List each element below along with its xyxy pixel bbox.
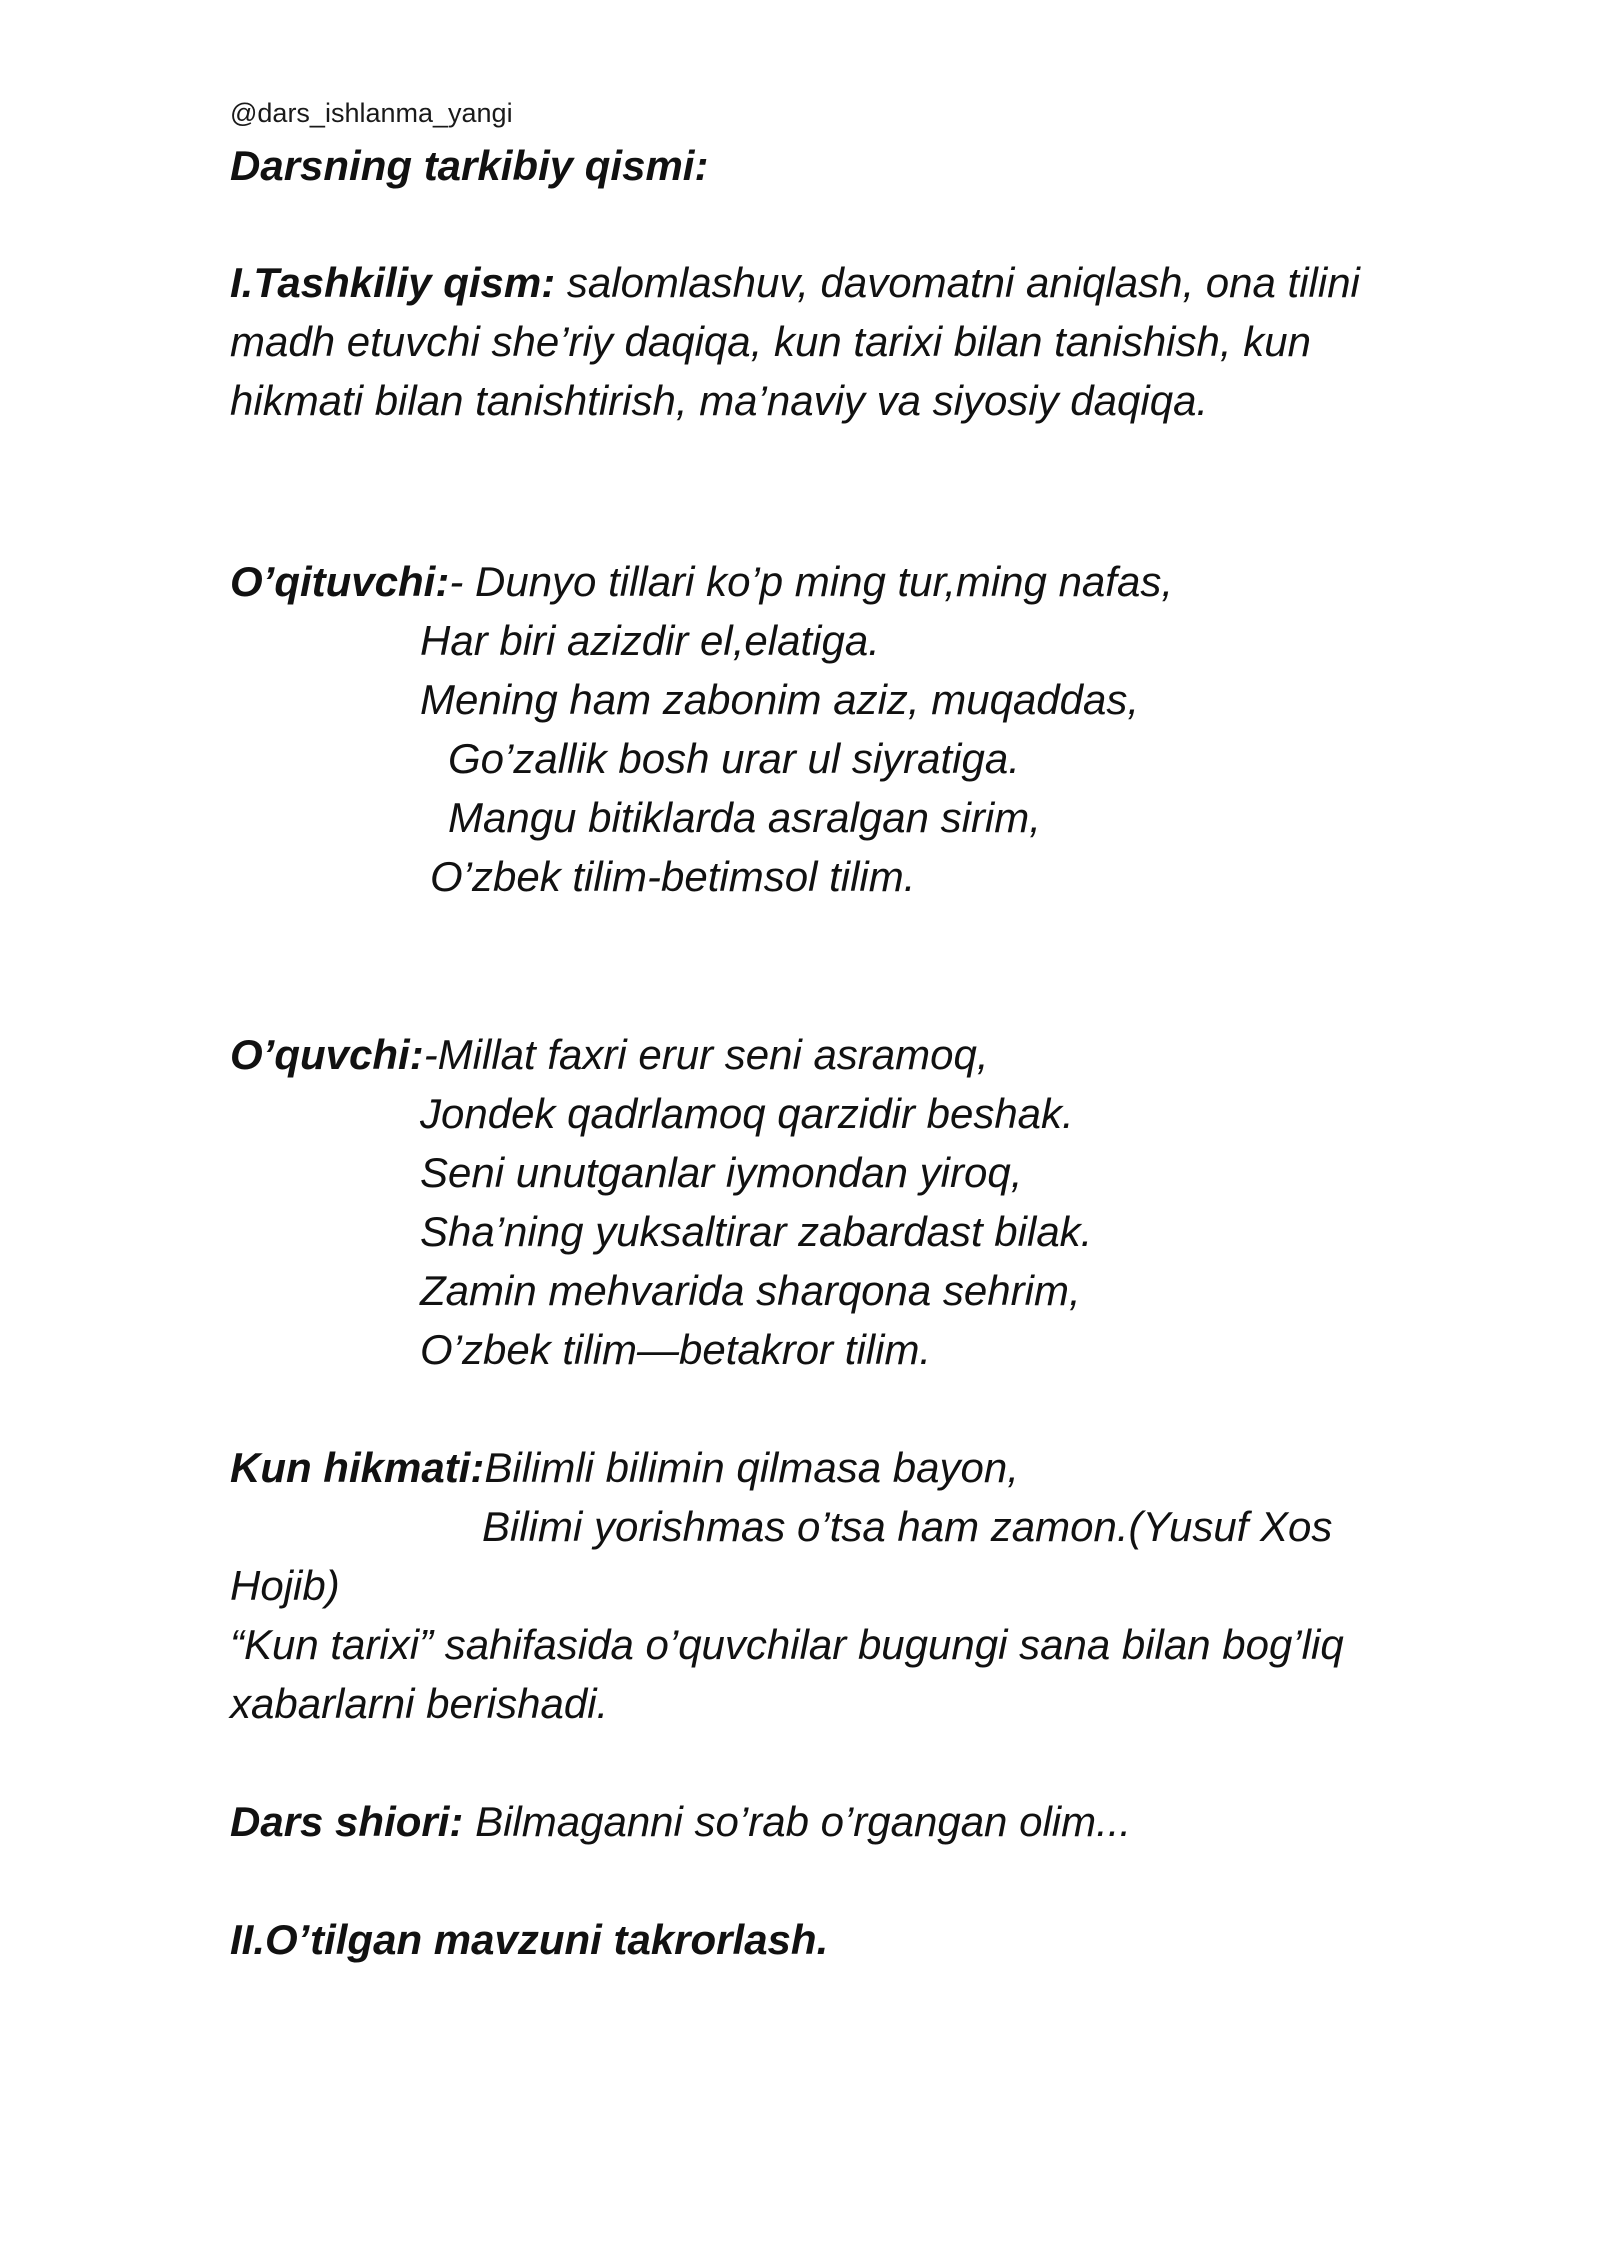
oqituvchi-verse-3: Mening ham zabonim aziz, muqaddas, <box>420 676 1140 723</box>
tashkiliy-line-1 <box>230 259 1360 306</box>
kun-tarixi-line-2: xabarlarni berishadi. <box>230 1680 609 1727</box>
oquvchi-verse-2: Jondek qadrlamoq qarzidir beshak. <box>420 1090 1074 1137</box>
kun-hikmati-text-1: Bilimli bilimin qilmasa bayon, <box>484 1444 1019 1491</box>
dars-shiori-line <box>230 1798 1132 1845</box>
oqituvchi-verse-6: O’zbek tilim-betimsol tilim. <box>430 853 916 900</box>
oquvchi-verse-6: O’zbek tilim—betakror tilim. <box>420 1326 932 1373</box>
oquvchi-verse-1: -Millat faxri erur seni asramoq, <box>423 1031 989 1078</box>
dars-shiori-text: Bilmaganni so’rab o’rgangan olim... <box>463 1798 1132 1845</box>
oquvchi-verse-5: Zamin mehvarida sharqona sehrim, <box>420 1267 1081 1314</box>
tashkiliy-label: I.Tashkiliy qism: <box>230 259 556 306</box>
kun-hikmati-text-3: Hojib) <box>230 1562 340 1609</box>
oqituvchi-label: O’qituvchi: <box>230 558 450 605</box>
tashkiliy-line-3: hikmati bilan tanishtirish, ma’naviy va siyosiy daqiqa. <box>230 377 1209 424</box>
oqituvchi-verse-1: - Dunyo tillari ko’p ming tur,ming nafas, <box>449 558 1173 605</box>
oqituvchi-line-1 <box>230 558 1173 605</box>
tashkiliy-text-1: salomlashuv, davomatni aniqlash, ona tilini <box>555 259 1360 306</box>
kun-tarixi-line-1: “Kun tarixi” sahifasida o’quvchilar bugungi sana bilan bog’liq <box>230 1621 1344 1668</box>
oqituvchi-verse-4: Go’zallik bosh urar ul siyratiga. <box>448 735 1020 782</box>
document-title: Darsning tarkibiy qismi: <box>230 142 709 189</box>
tashkiliy-line-2: madh etuvchi she’riy daqiqa, kun tarixi bilan tanishish, kun <box>230 318 1311 365</box>
oquvchi-verse-3: Seni unutganlar iymondan yiroq, <box>420 1149 1023 1196</box>
dars-shiori-label: Dars shiori: <box>230 1798 464 1845</box>
watermark-handle: @dars_ishlanma_yangi <box>230 98 513 128</box>
oquvchi-verse-4: Sha’ning yuksaltirar zabardast bilak. <box>420 1208 1093 1255</box>
kun-hikmati-text-2: Bilimi yorishmas o’tsa ham zamon.(Yusuf Xos <box>482 1503 1333 1550</box>
kun-hikmati-label: Kun hikmati: <box>230 1444 485 1491</box>
oquvchi-label: O’quvchi: <box>230 1031 424 1078</box>
oqituvchi-verse-5: Mangu bitiklarda asralgan sirim, <box>448 794 1041 841</box>
oqituvchi-verse-2: Har biri azizdir el,elatiga. <box>420 617 880 664</box>
oquvchi-line-1 <box>230 1031 989 1078</box>
section-2-title: II.O’tilgan mavzuni takrorlash. <box>230 1916 829 1963</box>
kun-hikmati-line-1 <box>230 1444 1019 1491</box>
